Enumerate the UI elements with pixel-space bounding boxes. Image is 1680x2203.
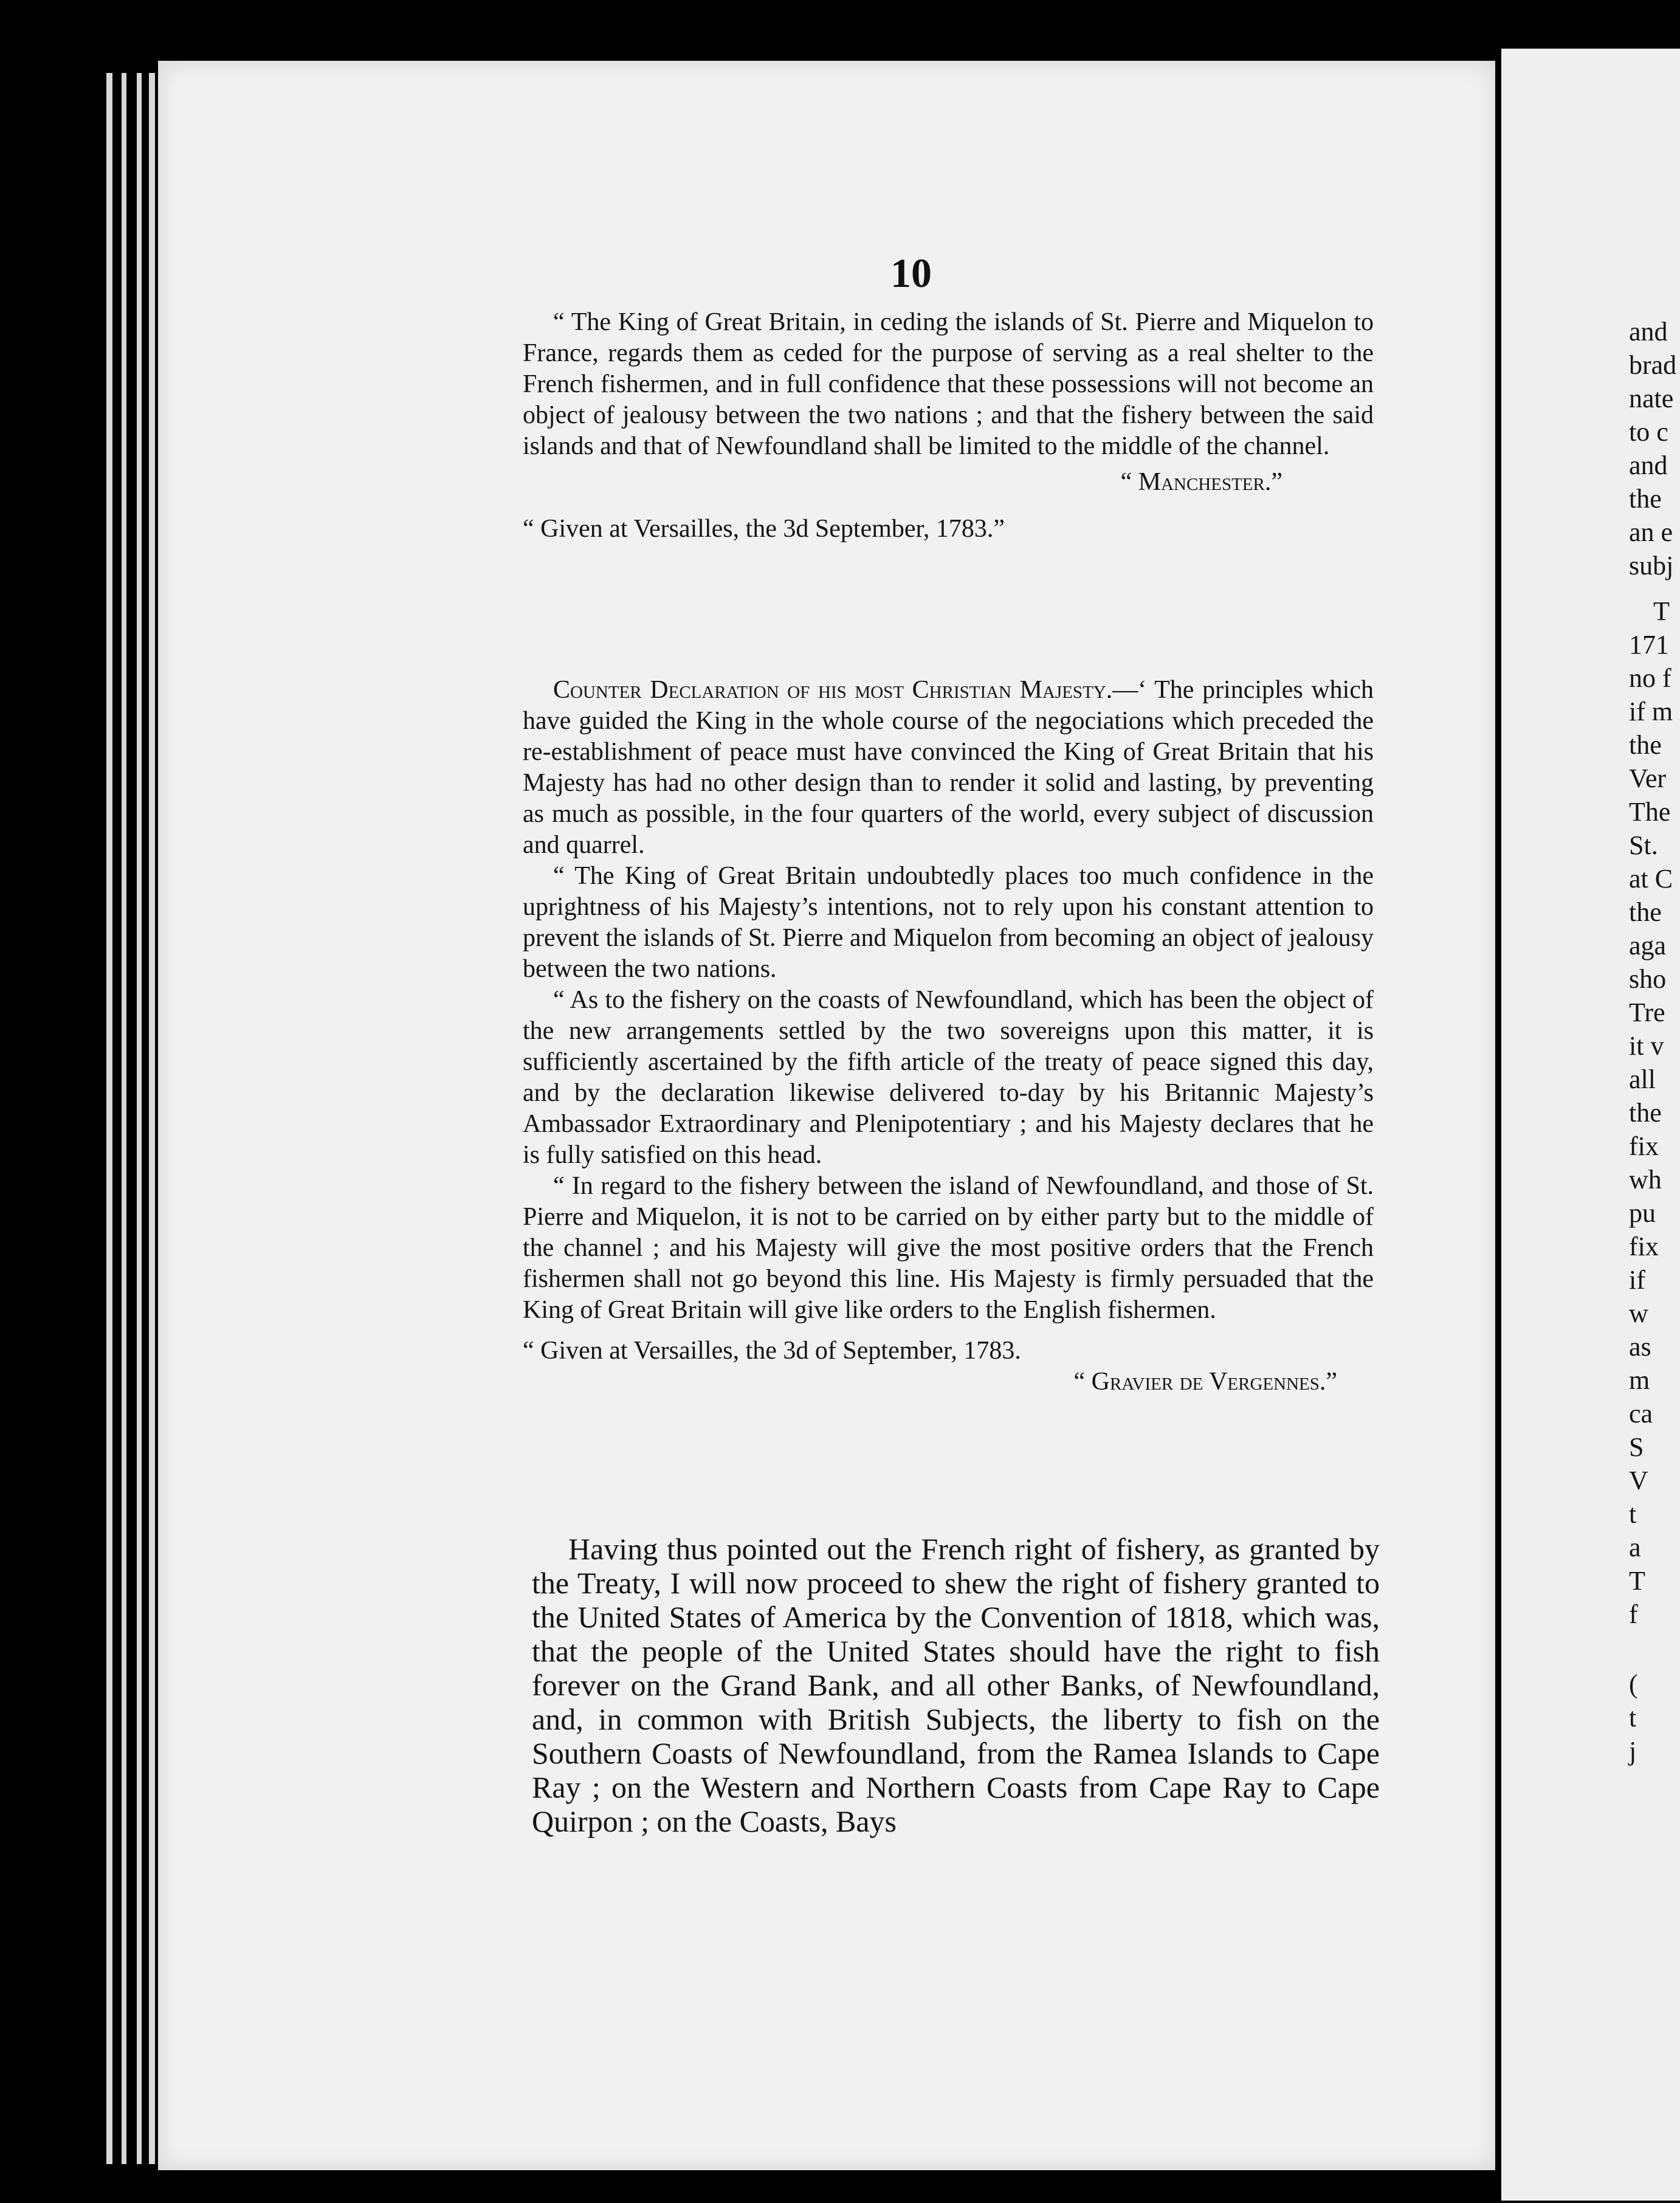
right-page-fragment: V (1629, 1466, 1648, 1495)
right-page-fragment: subj (1629, 551, 1674, 581)
counter-heading: Counter Declaration of his most Christian Majesty. (553, 676, 1113, 704)
right-page-fragment: pu (1629, 1198, 1656, 1228)
right-page-fragment: to c (1629, 417, 1668, 447)
right-page-fragment: an e (1629, 517, 1673, 547)
right-page-fragment: T (1653, 596, 1670, 626)
right-page-fragment: if (1629, 1265, 1645, 1295)
right-page-fragment: no f (1629, 663, 1671, 693)
right-page-fragment: sho (1629, 964, 1667, 994)
right-page-fragment: wh (1629, 1165, 1662, 1195)
declaration-block (523, 307, 1374, 545)
right-page-fragment: ( (1629, 1669, 1638, 1699)
counter-paragraph-1 (523, 675, 1374, 861)
right-page-fragment: St. (1629, 830, 1658, 860)
right-page-fragment: f (1629, 1599, 1638, 1629)
right-page-fragment: nate (1629, 384, 1674, 413)
right-page-fragment: and (1629, 317, 1668, 346)
right-page-fragment: j (1629, 1736, 1637, 1766)
page-edge-stack (122, 73, 126, 2164)
counter-paragraph-4: “ In regard to the fishery between the island of Newfoundland, and those of St. Pierre and Miquelon, it is not to be carried on by either party but to the middle of the channel ; and his Majesty will give the most positive orders that the French fishermen shall not go beyond this line. His Majesty is firmly persuaded that the King of Great Britain will give like orders to the English fishermen. (523, 1172, 1374, 1324)
right-page-fragment: the (1629, 897, 1662, 927)
right-page-fragment: The (1629, 797, 1671, 827)
right-page-fragment: Tre (1629, 998, 1665, 1027)
right-page-fragment: T (1629, 1566, 1645, 1596)
right-page-fragment: w (1629, 1298, 1648, 1328)
right-page-fragment: at C (1629, 864, 1673, 894)
page-edge-stack (137, 73, 142, 2164)
right-page-fragment: fix (1629, 1232, 1659, 1261)
counter-paragraph-2: “ The King of Great Britain undoubtedly places too much confidence in the uprightness of his Majesty’s intentions, not to rely upon his constant attention to prevent the islands of St. Pierre and Miquelon from becoming an object of jealousy between the two nations. (523, 862, 1374, 983)
right-page-fragment: 171 (1629, 630, 1669, 660)
given-versailles-2: “ Given at Versailles, the 3d of September, 1783. (523, 1337, 1021, 1365)
right-page-fragment: the (1629, 730, 1662, 760)
right-page-fragment: m (1629, 1365, 1650, 1395)
right-page-fragment: fix (1629, 1131, 1659, 1161)
main-text-block (532, 1532, 1380, 1838)
right-page-fragment: the (1629, 1098, 1662, 1128)
counter-paragraph-3: “ As to the fishery on the coasts of Newfoundland, which has been the object of the new arrangements settled by the two sovereigns upon this matter, it is sufficiently ascertained by the fifth article of the treaty of peace signed this day, and by the declaration likewise delivered to-day by his Britannic Majesty’s Ambassador Extraordinary and Plenipotentiary ; and his Majesty declares that he is fully satisfied on this head. (523, 986, 1374, 1169)
right-page-fragment: a (1629, 1532, 1641, 1562)
main-paragraph: Having thus pointed out the French right of fishery, as granted by the Treaty, I will now proceed to shew the right of fishery granted to the United States of America by the Convention of 1818, which was, that the people of the United States should have the right to fish forever on the Grand Bank, and all other Banks, of Newfoundland, and, in common with British Subjects, the liberty to fish on the Southern Coasts of Newfoundland, from the Ramea Islands to Cape Ray ; on the Western and Northern Coasts from Cape Ray to Cape Quirpon ; on the Coasts, Bays (532, 1532, 1380, 1838)
right-page-fragment: ca (1629, 1399, 1653, 1429)
right-page-fragment: it v (1629, 1031, 1664, 1061)
right-page-fragment: t (1629, 1499, 1637, 1529)
signature-manchester: “ Manchester.” (1120, 468, 1282, 496)
given-versailles-1: “ Given at Versailles, the 3d September, 1783.” (523, 515, 1005, 543)
right-page-fragment: if m (1629, 697, 1673, 726)
page-number: 10 (890, 250, 932, 296)
declaration-paragraph: “ The King of Great Britain, in ceding the islands of St. Pierre and Miquelon to France, regards them as ceded for the purpose of serving as a real shelter to the French fishermen, and in full confidence that these possessions will not become an object of jealousy between the two nations ; and that the fishery between the said islands and that of Newfoundland shall be limited to the middle of the channel. (523, 308, 1374, 460)
right-page-fragment: t (1629, 1703, 1637, 1732)
right-page-fragment: and (1629, 450, 1668, 480)
right-page-fragment: S (1629, 1432, 1644, 1462)
right-page-fragment: as (1629, 1332, 1651, 1362)
right-page-fragment: brad (1629, 350, 1677, 380)
counter-paragraph-1-text: —‘ The principles which have guided the King in the whole course of the negociations which preceded the re-establishment of peace must have convinced the King of Great Britain that his Majesty has had no other design than to render it solid and lasting, by preventing as much as possible, in the four quarters of the world, every subject of discussion and quarrel. (523, 676, 1374, 859)
signature-vergennes: “ Gravier de Vergennes.” (1073, 1368, 1337, 1396)
right-page-fragment: Ver (1629, 764, 1667, 793)
page-edge-stack (149, 73, 155, 2164)
right-page-fragment: all (1629, 1064, 1656, 1094)
right-page-fragment: the (1629, 484, 1662, 514)
page-edge-stack (106, 73, 112, 2164)
right-page-fragment: aga (1629, 931, 1667, 960)
counter-declaration-block (523, 675, 1374, 1398)
